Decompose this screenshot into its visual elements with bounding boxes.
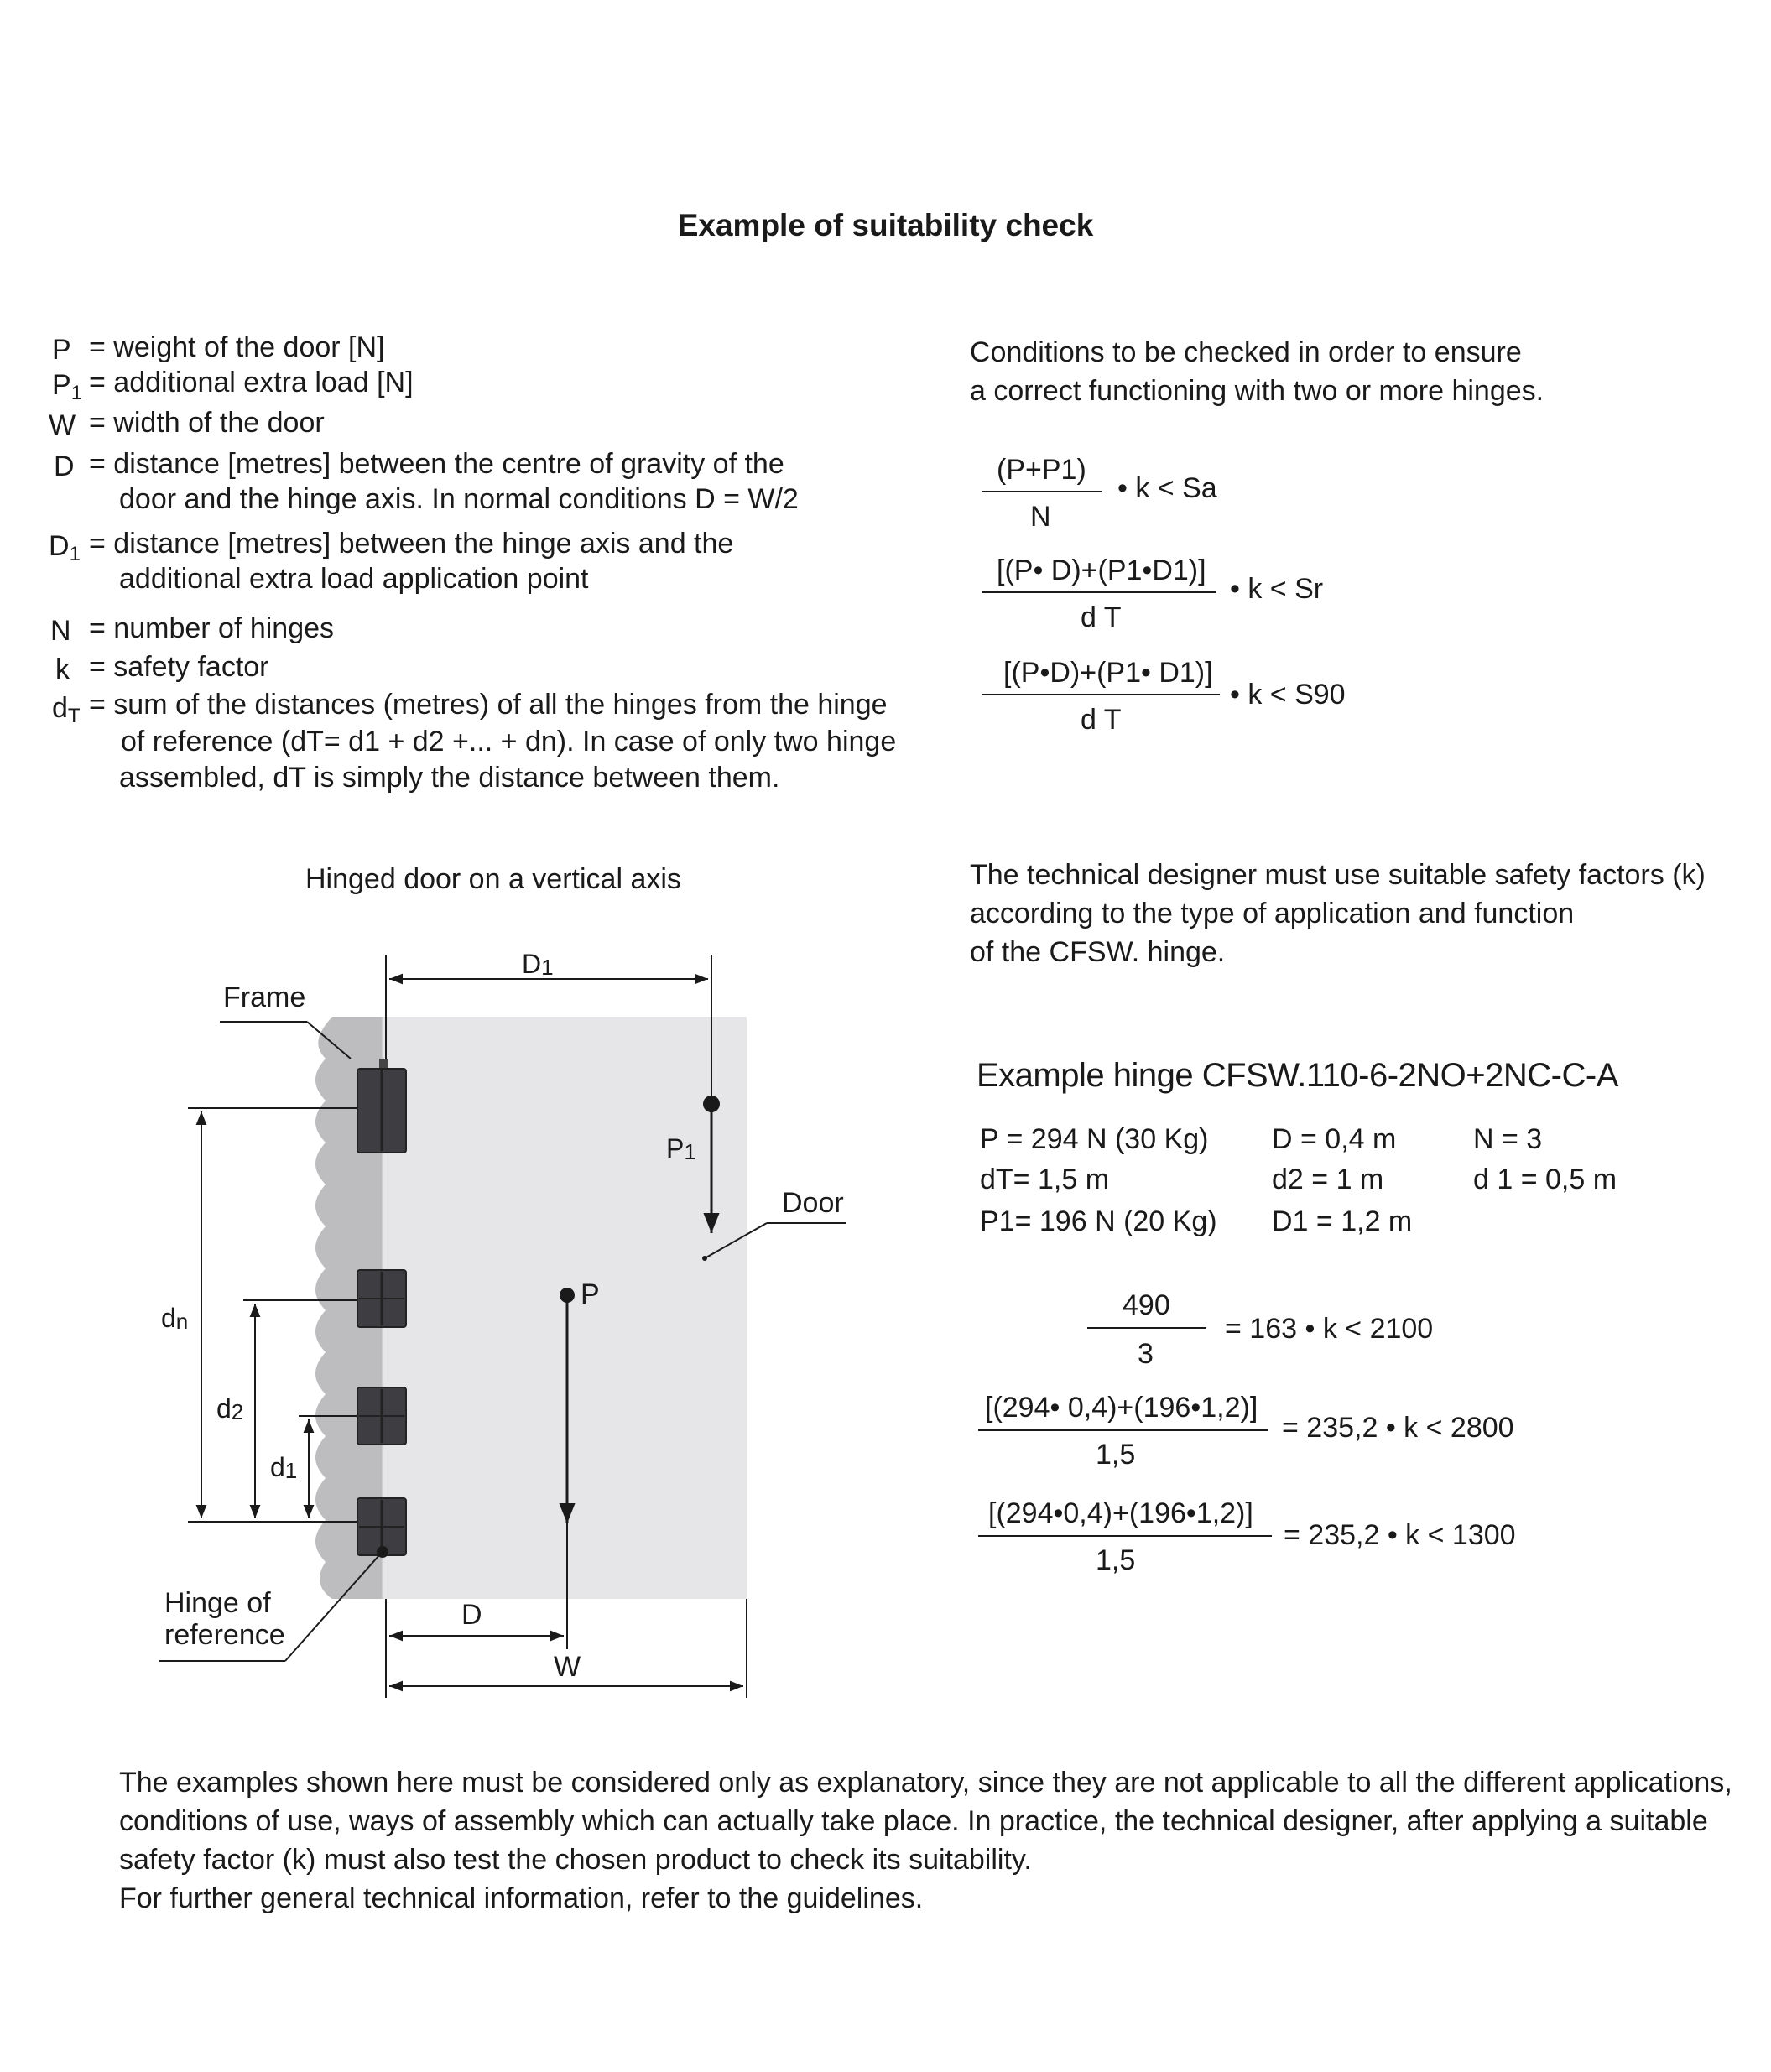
fraction-bar (1087, 1327, 1206, 1329)
legend-symbol-N: N (50, 615, 71, 647)
formula-denominator: N (1030, 501, 1051, 533)
page-title: Example of suitability check (677, 208, 1094, 242)
note-line: according to the type of application and function (970, 898, 1575, 929)
label-frame: Frame (223, 981, 306, 1013)
example-value: d2 = 1 m (1272, 1164, 1384, 1195)
label-D1: D1 (522, 949, 554, 980)
legend-text: = sum of the distances (metres) of all the hinges from the hinge (89, 689, 888, 721)
legend-symbol-D: D (54, 450, 75, 482)
example-denominator: 3 (1138, 1338, 1154, 1370)
fraction-bar (982, 491, 1102, 492)
example-value: N = 3 (1473, 1123, 1543, 1155)
formula-numerator: [(P•D)+(P1• D1)] (1003, 657, 1213, 689)
conditions-intro: Conditions to be checked in order to ensure (970, 336, 1522, 368)
example-value: D = 0,4 m (1272, 1123, 1397, 1155)
footer-line: For further general technical information, refer to the guidelines. (119, 1882, 924, 1914)
hinge-reference (357, 1498, 406, 1558)
label-P: P (581, 1278, 600, 1310)
hinge-top (357, 1059, 406, 1153)
footer-line: safety factor (k) must also test the chosen product to check its suitability. (119, 1844, 1032, 1876)
example-denominator: 1,5 (1096, 1544, 1136, 1576)
label-d1: d1 (270, 1452, 298, 1483)
example-rhs: = 235,2 • k < 1300 (1284, 1519, 1516, 1551)
formula-rhs: • k < Sa (1117, 472, 1217, 504)
example-value: D1 = 1,2 m (1272, 1205, 1413, 1237)
legend-text: = weight of the door [N] (89, 331, 385, 363)
note-line: The technical designer must use suitable safety factors (k) (970, 859, 1706, 891)
conditions-intro: a correct functioning with two or more hinges. (970, 375, 1544, 407)
formula-denominator: d T (1081, 704, 1122, 736)
legend-text: = safety factor (89, 651, 269, 683)
label-hinge-ref-2: reference (164, 1619, 285, 1651)
note-line: of the CFSW. hinge. (970, 936, 1226, 968)
label-P1: P1 (666, 1133, 696, 1164)
fraction-bar (978, 1535, 1272, 1537)
example-rhs: = 163 • k < 2100 (1225, 1313, 1434, 1345)
label-d2: d2 (216, 1393, 244, 1424)
example-denominator: 1,5 (1096, 1439, 1136, 1471)
legend-text: = width of the door (89, 407, 325, 439)
legend-symbol-dT: $d_T$ (52, 692, 81, 727)
diagram-caption: Hinged door on a vertical axis (305, 863, 681, 895)
example-value: dT= 1,5 m (980, 1164, 1110, 1195)
legend-text: = distance [metres] between the centre of gravity of the (89, 448, 784, 480)
label-door: Door (782, 1187, 844, 1219)
legend-symbol-W: W (49, 409, 76, 441)
fraction-bar (982, 591, 1216, 593)
legend-symbol-k: k (55, 653, 70, 685)
example-value: d 1 = 0,5 m (1473, 1164, 1617, 1195)
hinge-2 (357, 1270, 406, 1327)
formula-numerator: (P+P1) (997, 454, 1086, 486)
legend-text-cont: of reference (dT= d1 + d2 +... + dn). In case of only two hinge (121, 726, 897, 757)
example-numerator: 490 (1123, 1289, 1170, 1321)
footer-line: The examples shown here must be considered only as explanatory, since they are not applicable to all the different applications, (119, 1767, 1732, 1799)
legend-symbol-D1: $D_1$ (49, 530, 81, 565)
example-heading: Example hinge CFSW.110-6-2NO+2NC-C-A (977, 1057, 1618, 1094)
legend-text: = additional extra load [N] (89, 367, 414, 398)
formula-rhs: • k < Sr (1230, 573, 1324, 605)
formula-rhs: • k < S90 (1230, 679, 1346, 711)
legend-symbol-P1: $P_1$ (52, 369, 83, 404)
legend-text: = distance [metres] between the hinge axis and the (89, 528, 734, 560)
legend-symbol-P: P (52, 334, 71, 366)
label-dn: dn (161, 1303, 189, 1334)
formula-denominator: d T (1081, 601, 1122, 633)
example-numerator: [(294•0,4)+(196•1,2)] (988, 1497, 1253, 1529)
label-hinge-ref-1: Hinge of (164, 1587, 271, 1619)
example-value: P = 294 N (30 Kg) (980, 1123, 1209, 1155)
example-numerator: [(294• 0,4)+(196•1,2)] (985, 1392, 1258, 1424)
legend-text-cont: door and the hinge axis. In normal conditions D = W/2 (119, 483, 799, 515)
example-value: P1= 196 N (20 Kg) (980, 1205, 1217, 1237)
example-rhs: = 235,2 • k < 2800 (1282, 1412, 1514, 1444)
fraction-bar (978, 1429, 1268, 1431)
legend-text-cont: assembled, dT is simply the distance between them. (119, 762, 780, 794)
hinged-door-diagram (0, 906, 940, 1711)
door-panel (383, 1017, 747, 1599)
fraction-bar (982, 694, 1220, 695)
hinge-1 (357, 1387, 406, 1445)
legend-text: = number of hinges (89, 612, 335, 644)
label-W: W (554, 1651, 581, 1683)
label-D: D (461, 1599, 482, 1631)
legend-text-cont: additional extra load application point (119, 563, 589, 595)
formula-numerator: [(P• D)+(P1•D1)] (997, 554, 1206, 586)
footer-line: conditions of use, ways of assembly which can actually take place. In practice, the technical designer, after applying a suitable (119, 1805, 1708, 1837)
